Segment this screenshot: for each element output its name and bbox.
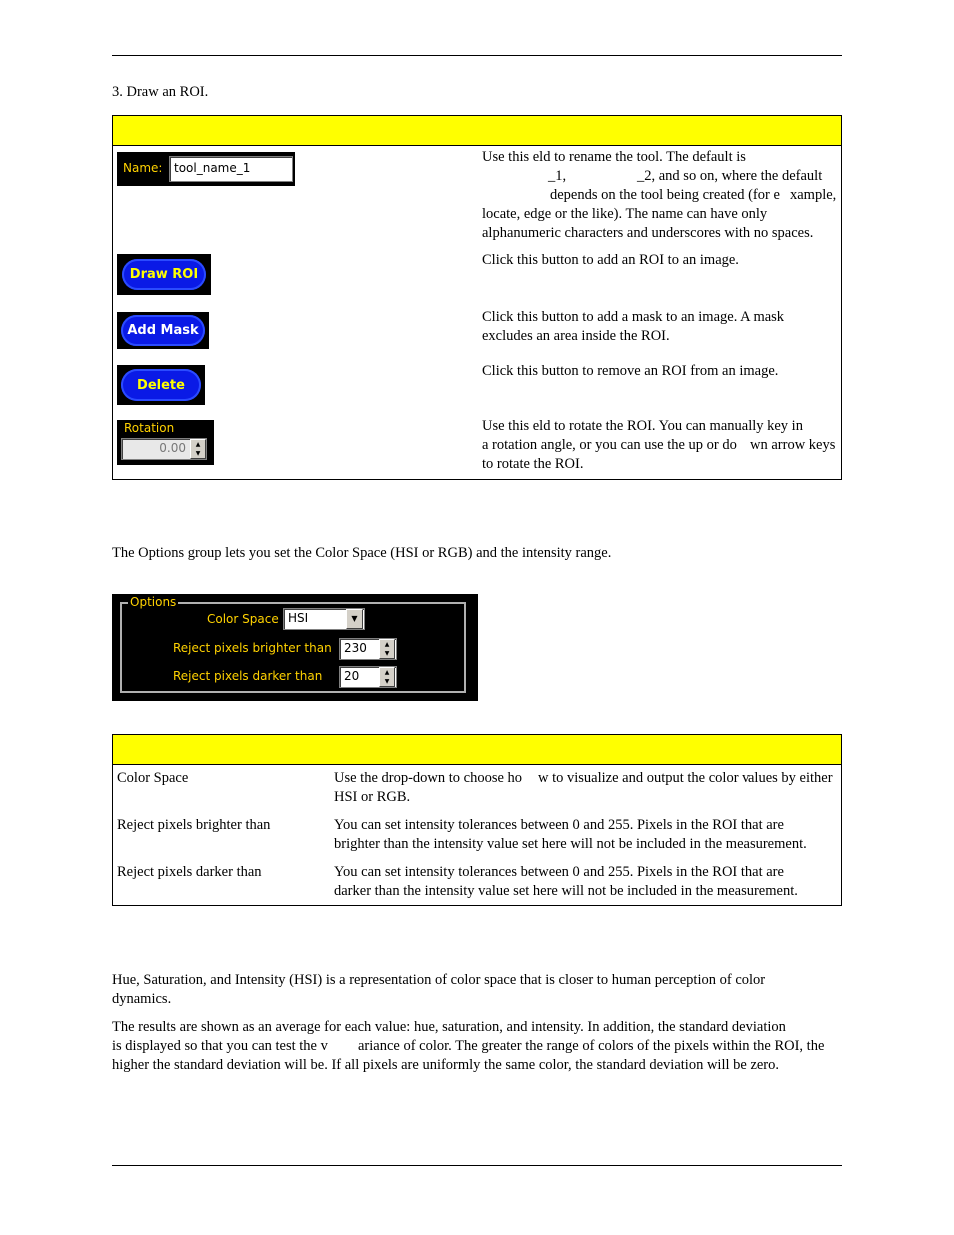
name-desc-3a: depends on the tool being created (for e <box>550 187 780 203</box>
chevron-down-icon[interactable]: ▼ <box>346 609 363 629</box>
color-space-label: Color Space <box>207 612 279 626</box>
results-paragraph-1: The results are shown as an average for each value: hue, saturation, and intensity. In addition, the standard deviation <box>112 1019 786 1035</box>
results-paragraph-2b: ariance of color. The greater the range of colors of the pixels within the ROI, the <box>358 1038 825 1054</box>
add-mask-desc-1: Click this button to add a mask to an image. A mask <box>482 309 785 325</box>
spin-down-icon[interactable]: ▼ <box>195 450 201 457</box>
rotation-desc-1: Use this eld to rotate the ROI. You can manually key in <box>482 418 803 434</box>
name-widget <box>117 152 295 186</box>
header-rule <box>112 55 842 56</box>
brighter-spinner[interactable] <box>379 639 395 659</box>
color-space-name: Color Space <box>117 770 189 786</box>
add-mask-desc-2: excludes an area inside the ROI. <box>482 328 670 344</box>
draw-roi-desc: Click this button to add an ROI to an image. <box>482 252 739 268</box>
color-space-desc-1b: w to visualize and output the color v <box>538 770 750 786</box>
brighter-label: Reject pixels brighter than <box>173 641 332 655</box>
color-space-desc-2: HSI or RGB. <box>334 789 411 805</box>
brighter-name: Reject pixels brighter than <box>117 817 271 833</box>
delete-desc: Click this button to remove an ROI from an image. <box>482 363 779 379</box>
options-table <box>112 734 842 906</box>
name-desc-2b: _2, and so on, where the default <box>637 168 823 184</box>
footer-rule <box>112 1165 842 1166</box>
color-space-desc-1c: alues by either <box>748 770 833 786</box>
name-desc-3b: xample, <box>790 187 837 203</box>
color-space-desc-1a: Use the drop-down to choose ho <box>334 770 523 786</box>
darker-name: Reject pixels darker than <box>117 864 262 880</box>
spin-down-icon[interactable]: ▼ <box>384 650 390 657</box>
name-desc-1: Use this eld to rename the tool. The default is <box>482 149 746 165</box>
name-desc-5: alphanumeric characters and underscores with no spaces. <box>482 225 814 241</box>
rotation-label: Rotation <box>124 421 175 435</box>
step-text: 3. Draw an ROI. <box>112 84 209 100</box>
name-desc-4: locate, edge or the like). The name can have only <box>482 206 768 222</box>
draw-roi-widget <box>117 254 211 295</box>
spin-up-icon[interactable]: ▲ <box>384 641 390 648</box>
brighter-input[interactable]: 230 <box>339 638 397 660</box>
hsi-paragraph-1: Hue, Saturation, and Intensity (HSI) is a representation of color space that is closer to human perception of color <box>112 972 766 988</box>
rotation-desc-2a: a rotation angle, or you can use the up or do <box>482 437 737 453</box>
options-group-label: Options <box>130 595 177 609</box>
spin-up-icon[interactable]: ▲ <box>195 441 201 448</box>
results-paragraph-2a: is displayed so that you can test the v <box>112 1038 328 1054</box>
spin-down-icon[interactable]: ▼ <box>384 678 390 685</box>
brighter-desc-1: You can set intensity tolerances between 0 and 255. Pixels in the ROI that are <box>334 817 784 833</box>
add-mask-button[interactable]: Add Mask <box>121 315 205 346</box>
options-panel <box>112 594 478 701</box>
add-mask-widget <box>117 312 209 349</box>
darker-desc-1: You can set intensity tolerances between 0 and 255. Pixels in the ROI that are <box>334 864 784 880</box>
name-input[interactable]: tool_name_1 <box>169 156 293 182</box>
rotation-widget <box>117 420 214 465</box>
hsi-paragraph-2: dynamics. <box>112 991 172 1007</box>
brighter-desc-2: brighter than the intensity value set here will not be included in the measurement. <box>334 836 807 852</box>
rotation-desc-2b: wn arrow keys <box>750 437 836 453</box>
rotation-spinner[interactable] <box>190 439 206 459</box>
name-desc-2a: _1, <box>548 168 567 184</box>
color-space-select[interactable]: HSI <box>283 608 365 630</box>
roi-table <box>112 115 842 480</box>
darker-label: Reject pixels darker than <box>173 669 323 683</box>
roi-table-header <box>113 116 841 146</box>
name-label: Name: <box>123 161 163 175</box>
rotation-input[interactable]: 0.00 <box>121 438 207 460</box>
delete-button[interactable]: Delete <box>121 369 201 401</box>
options-table-header <box>113 735 841 765</box>
options-intro: The Options group lets you set the Color Space (HSI or RGB) and the intensity range. <box>112 545 612 561</box>
draw-roi-button[interactable]: Draw ROI <box>122 259 206 290</box>
spin-up-icon[interactable]: ▲ <box>384 669 390 676</box>
rotation-desc-3: to rotate the ROI. <box>482 456 584 472</box>
darker-input[interactable]: 20 <box>339 666 397 688</box>
delete-widget <box>117 365 205 405</box>
darker-desc-2: darker than the intensity value set here will not be included in the measurement. <box>334 883 798 899</box>
darker-spinner[interactable] <box>379 667 395 687</box>
results-paragraph-3: higher the standard deviation will be. If all pixels are uniformly the same color, the standard deviation will be zero. <box>112 1057 780 1073</box>
